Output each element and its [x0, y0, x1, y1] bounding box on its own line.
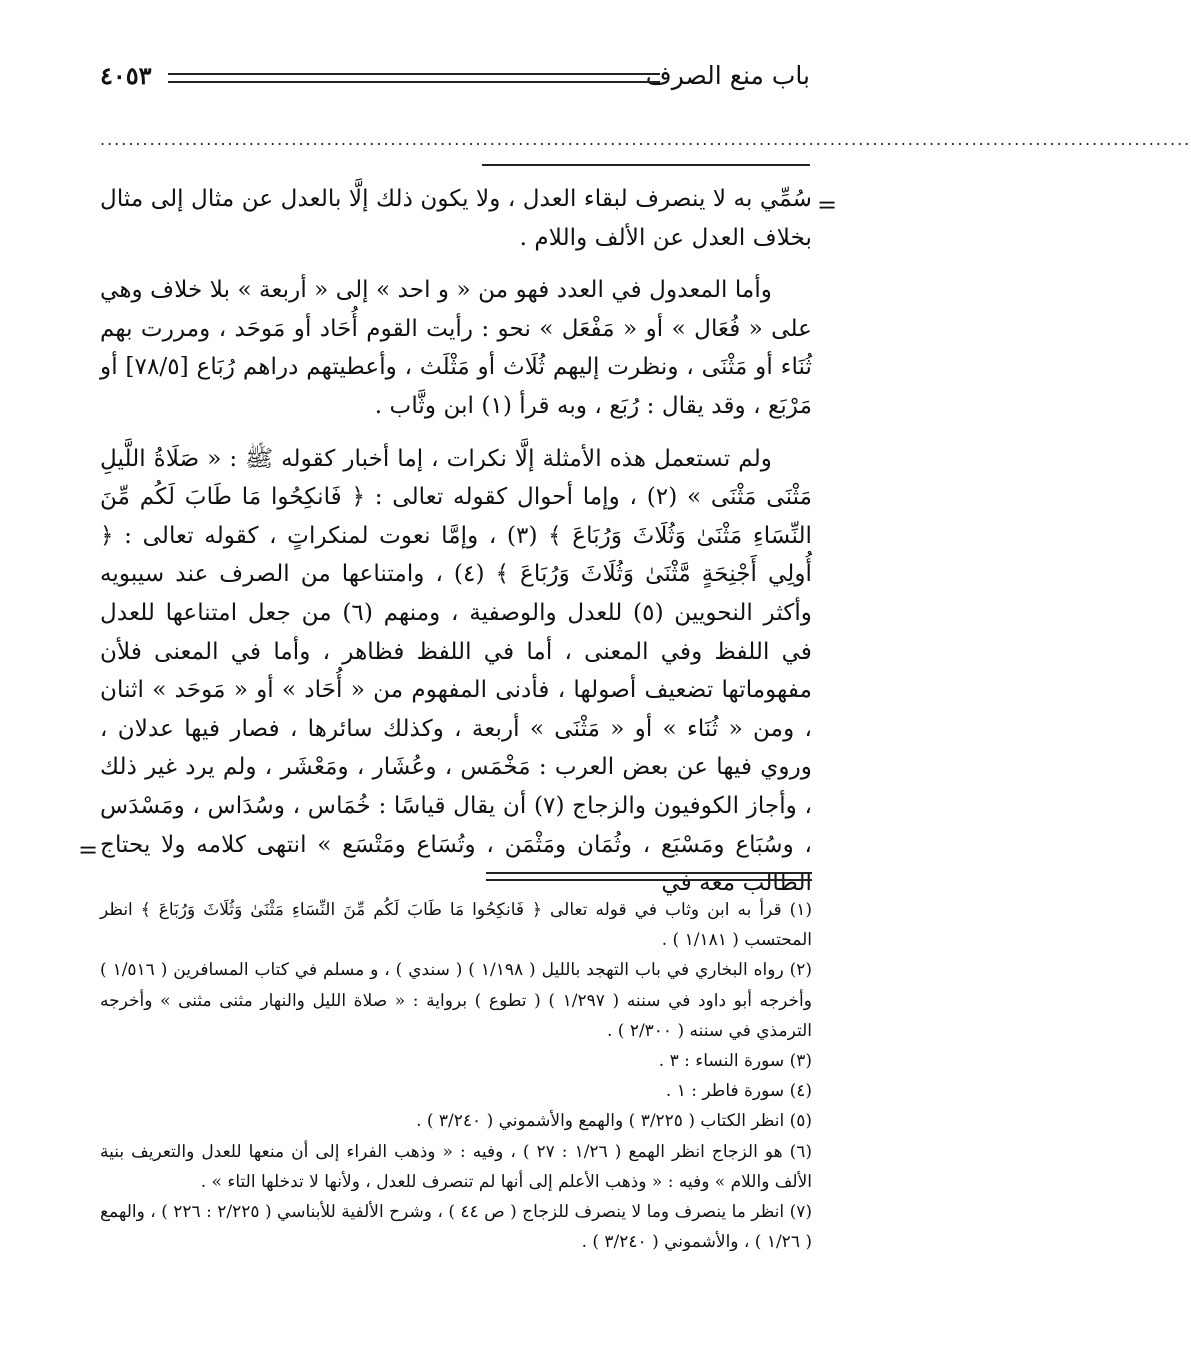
footnote-3: (٣) سورة النساء : ٣ . — [658, 1051, 812, 1072]
continuation-mark-end: = — [78, 836, 99, 864]
paragraph-3: ولم تستعمل هذه الأمثلة إلَّا نكرات ، إما أخبار كقوله ﷺ : « صَلَاةُ اللَّيلِ مَثْنَى مَثْنَى » (٢) ، وإما أحوال كقوله تعالى : ﴿ فَانكِحُوا مَا طَابَ لَكُم مِّنَ النِّسَاءِ مَثْنَىٰ وَثُلَاثَ وَرُبَاعَ ﴾ (٣) ، وإمَّا نعوت لمنكراتٍ ، كقوله تعالى : ﴿ أُولِي أَجْنِحَةٍ مَّثْنَىٰ وَثُلَاثَ وَرُبَاعَ ﴾ (٤) ، وامتناعها من الصرف عند سيبويه وأكثر النحويين (٥) للعدل والوصفية ، ومنهم (٦) من جعل امتناعها للعدل في اللفظ وفي المعنى ، أما في اللفظ فظاهر ، وأما في المعنى فلأن مفهوماتها تضعيف أصولها ، فأدنى المفهوم من « أُحَاد » أو « مَوحَد » اثنان ، ومن « ثُنَاء » أو « مَثْنَى » أربعة ، وكذلك سائرها ، فصار فيها عدلان ، وروي فيها عن بعض العرب : مَخْمَس ، وعُشَار ، ومَعْشَر ، ولم يرد غير ذلك ، وأجاز الكوفيون والزجاج (٧) أن يقال قياسًا : خُمَاس ، وسُدَاس ، ومَسْدَس ، وسُبَاع ومَسْبَع ، وثُمَان ومَثْمَن ، وتُسَاع ومَتْسَع » انتهى كلامه ولا يحتاج الطالب معه في — [100, 444, 813, 897]
footnote-4: (٤) سورة فاطر : ١ . — [665, 1081, 812, 1102]
footnote-2: (٢) رواه البخاري في باب التهجد بالليل ( ١/١٩٨ ) ( سندي ) ، و مسلم في كتاب المسافرين ( ١/٥١٦ ) وأخرجه أبو داود في سننه ( ١/٢٩٧ ) ( تطوع ) برواية : « صلاة الليل والنهار مثنى مثنى » وأخرجه الترمذي في سننه ( ٢/٣٠٠ ) . — [100, 960, 812, 1041]
footnotes — [100, 895, 812, 1257]
footnote-6: (٦) هو الزجاج انظر الهمع ( ١/٢٦ : ٢٧ ) ، وفيه : « وذهب الفراء إلى أن منعها للعدل والتعريف بنية الألف واللام » وفيه : « وذهب الأعلم إلى أنها لم تنصرف للعدل ، ولأنها لا تدخلها التاء » . — [100, 1141, 813, 1192]
header-rule — [168, 73, 660, 83]
footnote-1: (١) قرأ به ابن وثاب في قوله تعالى ﴿ فَانكِحُوا مَا طَابَ لَكُم مِّنَ النِّسَاءِ مَثْنَىٰ وَثُلَاثَ وَرُبَاعَ ﴾ انظر المحتسب ( ١/١٨١ ) . — [100, 900, 812, 951]
footnote-5: (٥) انظر الكتاب ( ٣/٢٢٥ ) والهمع والأشموني ( ٣/٢٤٠ ) . — [416, 1111, 812, 1132]
paragraph-2: وأما المعدول في العدد فهو من « و احد » إلى « أربعة » بلا خلاف وهي على « فُعَال » أو « مَفْعَل » نحو : رأيت القوم أُحَاد أو مَوحَد ، ومررت بهم ثُنَاء أو مَثْنَى ، ونظرت إليهم ثُلَاث أو مَثْلَث ، وأعطيتهم دراهم رُبَاع [٧٨/٥] أو مَرْبَع ، وقد يقال : رُبَع ، وبه قرأ (١) ابن وثَّاب . — [100, 276, 812, 419]
chapter-title: باب منع الصرف — [645, 61, 810, 90]
footnote-rule — [486, 872, 812, 881]
running-header — [100, 56, 810, 96]
footnote-7: (٧) انظر ما ينصرف وما لا ينصرف للزجاج ( ص ٤٤ ) ، وشرح الألفية للأبناسي ( ٢/٢٢٥ : ٢٢٦ ) ، والهمع ( ١/٢٦ ) ، والأشموني ( ٣/٢٤٠ ) . — [100, 1202, 812, 1253]
page-number: ٤٠٥٣ — [100, 61, 152, 90]
dotted-separator: .......................................................................................................................................................... — [100, 130, 1191, 149]
paragraph-1: سُمِّي به لا ينصرف لبقاء العدل ، ولا يكون ذلك إلَّا بالعدل عن مثال إلى مثال بخلاف العدل عن الألف واللام . — [100, 185, 812, 251]
separator-rule — [482, 164, 810, 166]
continuation-mark-start: = — [817, 191, 838, 219]
main-text — [100, 180, 812, 903]
